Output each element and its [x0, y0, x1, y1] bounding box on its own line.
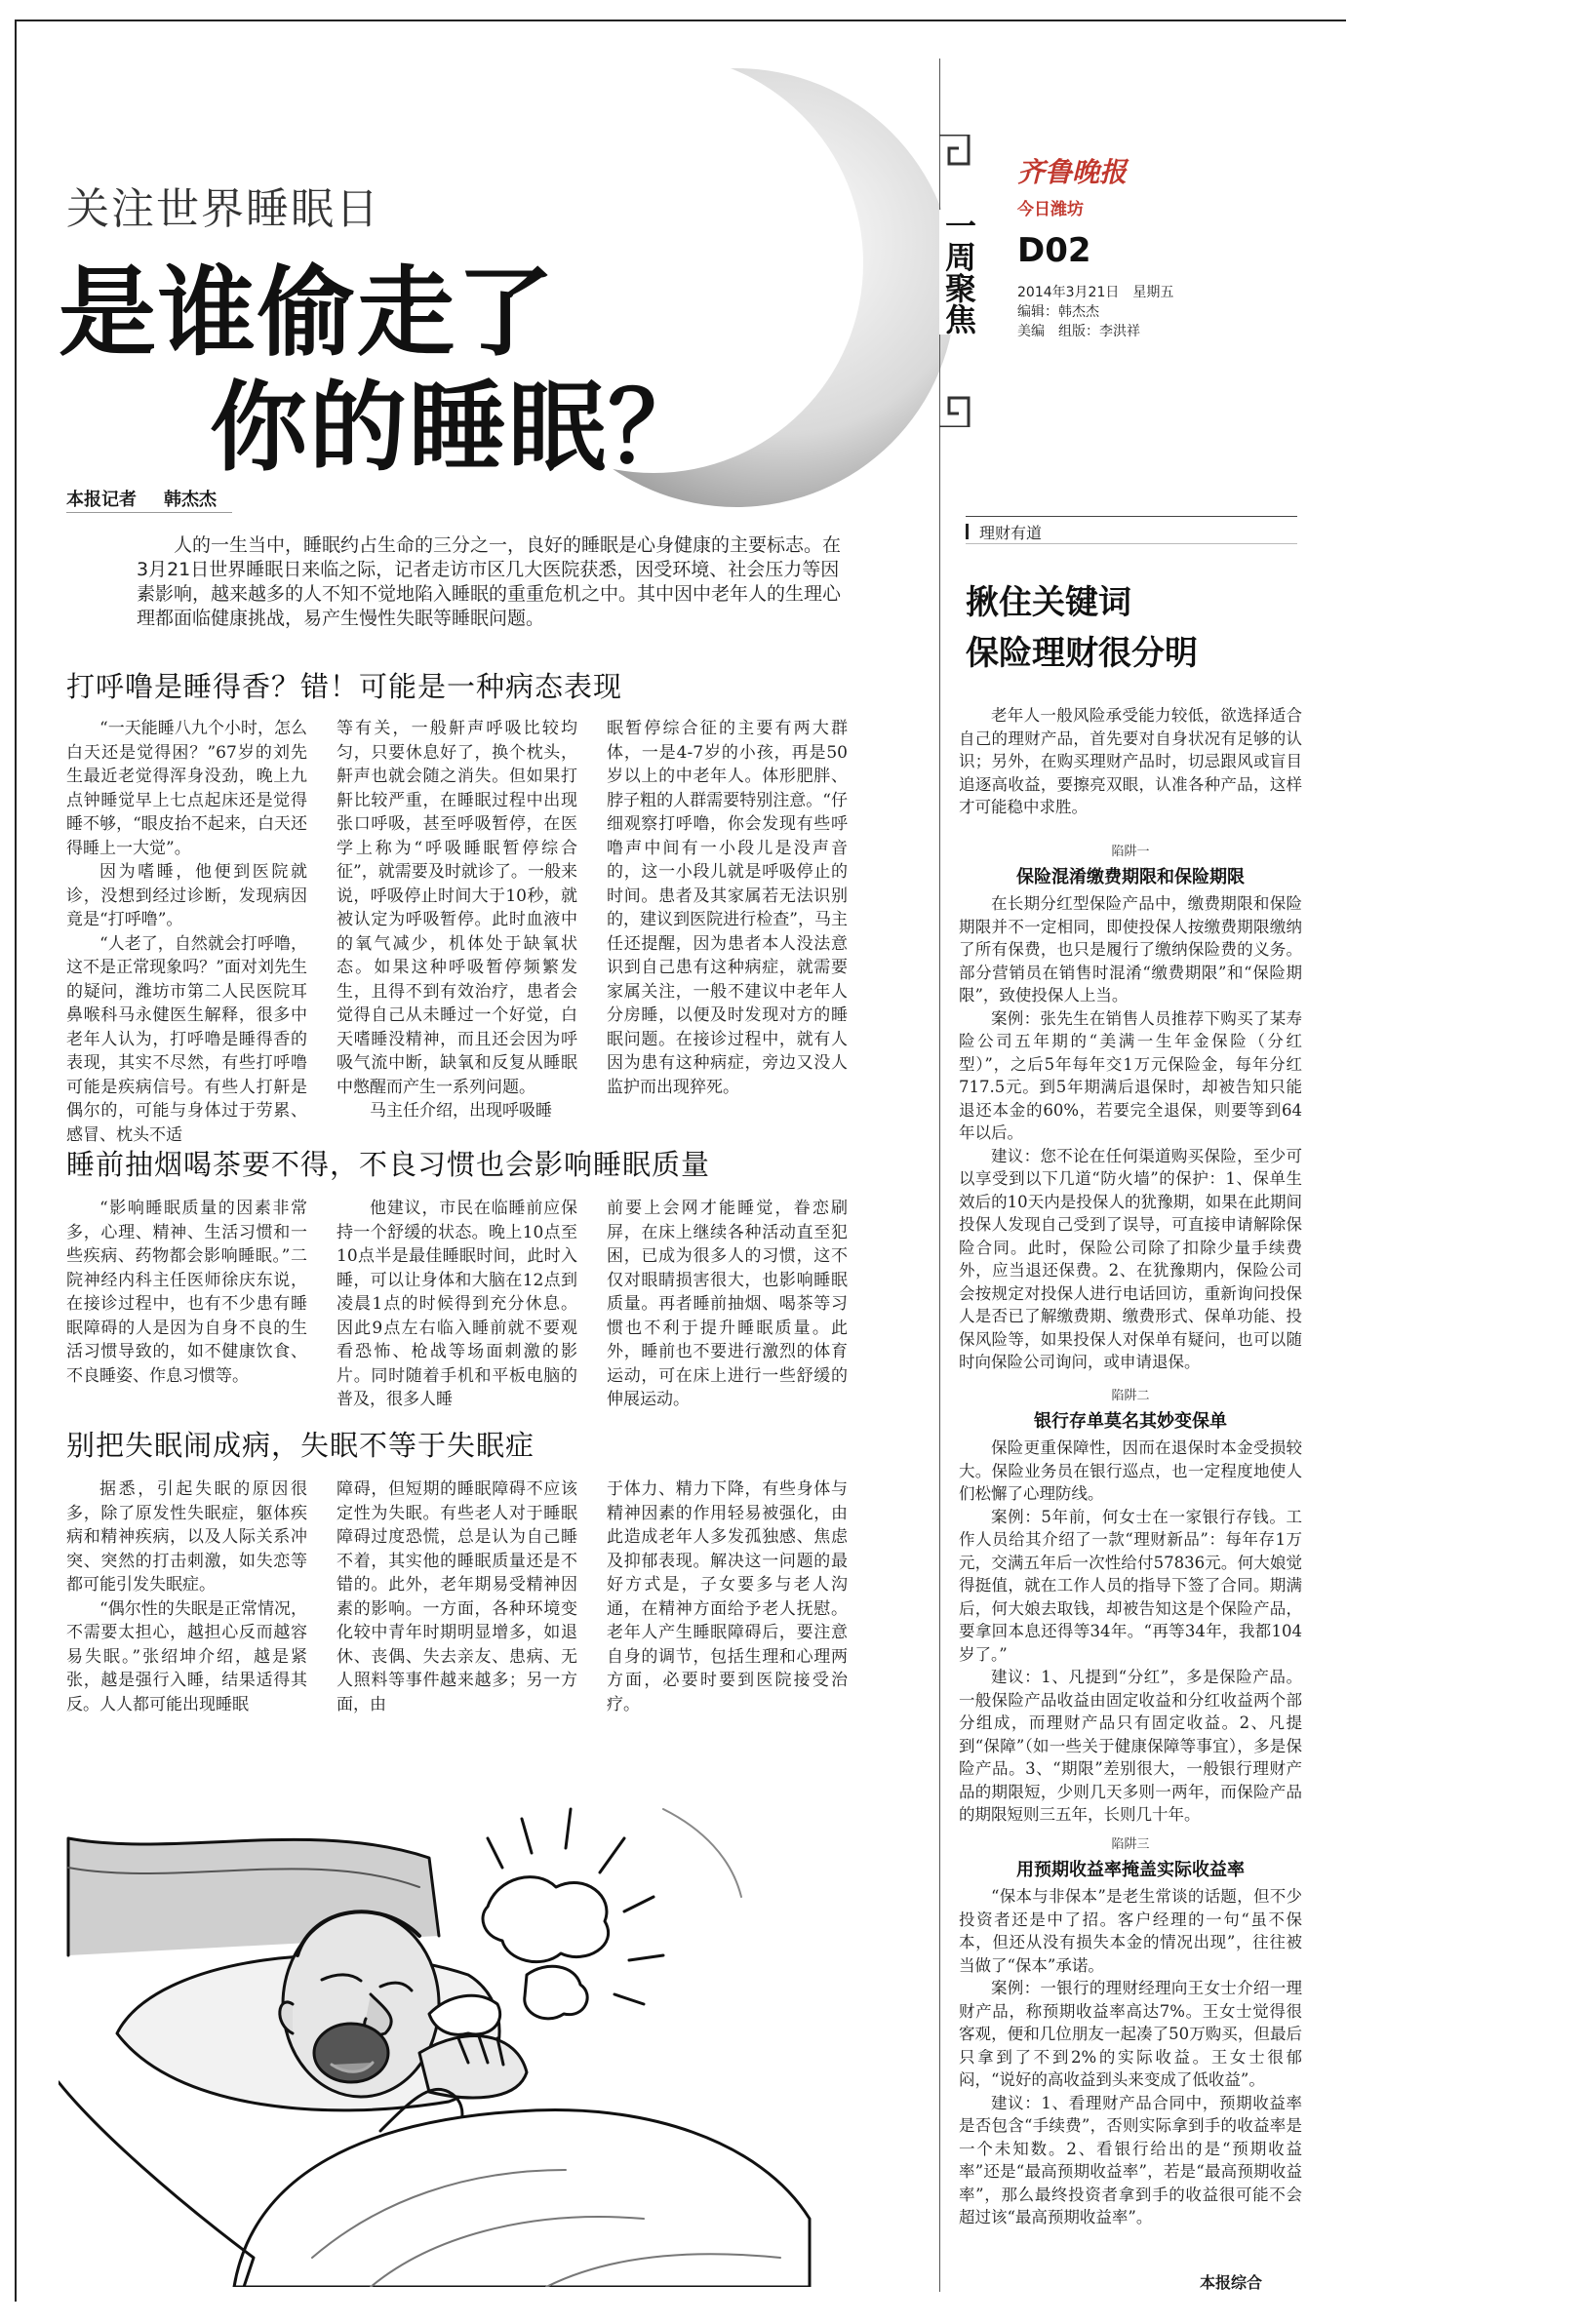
paragraph: 建议：1、看理财产品合同中，预期收益率是否包含“手续费”，否则实际拿到手的收益率是一个未知数。2、看银行给出的是“预期收益率”还是“最高预期收益率”，若是“最高预期收益率”，那么最终投资者拿到手的收益很可能不会超过该“最高预期收益率”。 [959, 2093, 1302, 2226]
paragraph: “偶尔性的失眠是正常情况，不需要太担心，越担心反而越容易失眠。”张绍坤介绍，越是紧张，越是强行入睡，结果适得其反。人人都可能出现睡眠 [66, 1598, 307, 1714]
trap-2-body [959, 1437, 1302, 1827]
sidebar-signoff: 本报综合 [1200, 2273, 1263, 2292]
trap-3-body [959, 1885, 1302, 2229]
paragraph: 等有关，一般鼾声呼吸比较均匀，只要休息好了，换个枕头，鼾声也就会随之消失。但如果打鼾比较严重，在睡眠过程中出现张口呼吸，甚至呼吸暂停，在医学上称为“呼吸睡眠暂停综合征”，就需要及时就诊了。一般来说，呼吸停止时间大于10秒，就被认定为呼吸暂停。此时血液中的氧气减少，机体处于缺氧状态。如果这种呼吸暂停频繁发生，且得不到有效治疗，患者会觉得自己从未睡过一个好觉，白天嗜睡没精神，而且还会因为呼吸气流中断，缺氧和反复从睡眠中憋醒而产生一系列问题。 [337, 719, 577, 1097]
kicker-text: 关注世界睡眠日 [66, 184, 380, 234]
paragraph: 据悉，引起失眠的原因很多，除了原发性失眠症，躯体疾病和精神疾病，以及人际关系冲突、突然的打击刺激，如失恋等都可能引发失眠症。 [66, 1479, 307, 1595]
paragraph: “一天能睡八九个小时，怎么白天还是觉得困？”67岁的刘先生最近老觉得浑身没劲，晚上九点钟睡觉早上七点起床还是觉得睡不够，“眼皮抬不起来，白天还得睡上一大觉”。 [66, 719, 307, 858]
column-tag-rule-top [966, 516, 1297, 517]
byline-name: 韩杰杰 [164, 490, 217, 510]
section-2-title: 睡前抽烟喝茶要不得，不良习惯也会影响睡眠质量 [66, 1148, 711, 1181]
designer-credit: 美编 组版：李洪祥 [1017, 324, 1140, 339]
paragraph: 他建议，市民在临睡前应保持一个舒缓的状态。晚上10点至10点半是最佳睡眠时间，此时入睡，可以让身体和大脑在12点到凌晨1点的时候得到充分休息。因此9点左右临入睡前就不要观看恐怖、枪战等场面刺激的影片。同时随着手机和平板电脑的普及，很多人睡 [337, 1199, 577, 1409]
issue-date: 2014年3月21日 星期五 [1017, 285, 1174, 300]
trap-2-title: 银行存单莫名其妙变保单 [1034, 1411, 1227, 1432]
byline-rule [66, 512, 232, 513]
vertical-section-label [939, 210, 977, 335]
byline [66, 486, 217, 511]
paragraph: 建议：1、凡提到“分红”，多是保险产品。一般保险产品收益由固定收益和分红收益两个部分组成，而理财产品只有固定收益。2、凡提到“保障”（如一些关于健康保障等事宜），多是保险产品。3、“期限”差别很大，一般银行理财产品的期限短，少则几天多则一两年，而保险产品的期限短则三五年，长则几十年。 [959, 1668, 1302, 1824]
paragraph: 因为嗜睡，他便到医院就诊，没想到经过诊断，发现病因竟是“打呼噜”。 [66, 862, 307, 929]
headline-line-2: 你的睡眠？ [210, 371, 707, 485]
sidebar-title-line-2: 保险理财很分明 [966, 634, 1198, 673]
section-1-col-1 [66, 717, 307, 1147]
section-1-title: 打呼噜是睡得香？错！可能是一种病态表现 [66, 670, 623, 703]
trap-1-label: 陷阱一 [1111, 845, 1150, 859]
sidebar-title-line-1: 揪住关键词 [966, 583, 1131, 622]
trap-1-body [959, 892, 1302, 1374]
newspaper-masthead: 齐鲁晚报 [1017, 156, 1128, 188]
trap-3-label: 陷阱三 [1111, 1837, 1150, 1852]
section-2-col-3 [607, 1197, 848, 1412]
section-3-col-2 [337, 1477, 577, 1716]
page-section-name: 今日潍坊 [1017, 200, 1084, 219]
paragraph: 障碍，但短期的睡眠障碍不应该定性为失眠。有些老人对于睡眠障碍过度恐慌，总是认为自己睡不着，其实他的睡眠质量还是不错的。此外，老年期易受精神因素的影响。一方面，各种环境变化较中青年时期明显增多，如退休、丧偶、失去亲友、患病、无人照料等事件越来越多；另一方面，由 [337, 1479, 577, 1714]
paragraph: “人老了，自然就会打呼噜，这不是正常现象吗？”面对刘先生的疑问，潍坊市第二人民医院耳鼻喉科马永健医生解释，很多中老年人认为，打呼噜是睡得香的表现，其实不尽然，有些打呼噜可能是疾病信号。有些人打鼾是偶尔的，可能与身体过于劳累、感冒、枕头不适 [66, 933, 307, 1145]
column-tag: 理财有道 [979, 524, 1043, 542]
section-3-title: 别把失眠闹成病，失眠不等于失眠症 [66, 1429, 535, 1462]
section-2-col-2 [337, 1197, 577, 1412]
page-number: D02 [1017, 231, 1091, 270]
paragraph: “影响睡眠质量的因素非常多，心理、精神、生活习惯和一些疾病、药物都会影响睡眠。”二院神经内科主任医师徐庆东说，在接诊过程中，也有不少患有睡眠障碍的人是因为自身不良的生活习惯导致的，如不健康饮食、不良睡姿、作息习惯等。 [66, 1199, 307, 1386]
intro-paragraph: 人的一生当中，睡眠约占生命的三分之一，良好的睡眠是心身健康的主要标志。在3月21日世界睡眠日来临之际，记者走访市区几大医院获悉，因受环境、社会压力等因素影响，越来越多的人不知不觉地陷入睡眠的重重危机之中。其中因中老年人的生理心理都面临健康挑战，易产生慢性失眠等睡眠问题。 [137, 534, 842, 629]
section-2-col-1 [66, 1197, 307, 1388]
headline-line-1: 是谁偷走了 [59, 256, 556, 370]
vertical-label-text: 一周聚焦 [940, 210, 977, 335]
section-3-col-1 [66, 1477, 307, 1716]
top-border-rule [15, 20, 1346, 21]
snoring-man-illustration [59, 1712, 819, 2287]
trap-3-title: 用预期收益率掩盖实际收益率 [1016, 1860, 1245, 1880]
editor-credit: 编辑：韩杰杰 [1017, 304, 1099, 320]
section-1-col-3 [607, 717, 848, 1099]
column-tag-rule-bottom [966, 543, 1297, 544]
section-3-col-3 [607, 1477, 848, 1716]
paragraph: 案例：5年前，何女士在一家银行存钱。工作人员给其介绍了一款“理财新品”：每年存1万元，交满五年后一次性给付57836元。何大娘觉得挺值，就在工作人员的指导下签了合同。期满后，何大娘去取钱，却被告知这是个保险产品，要拿回本息还得等34年。“再等34年，我都104岁了。” [959, 1507, 1302, 1664]
trap-2-label: 陷阱二 [1111, 1389, 1150, 1403]
byline-label: 本报记者 [66, 490, 137, 510]
paragraph: “保本与非保本”是老生常谈的话题，但不少投资者还是中了招。客户经理的一句“虽不保本，但还从没有损失本金的情况出现”，往往被当做了“保本”承诺。 [959, 1887, 1302, 1975]
left-border-rule [15, 20, 17, 2302]
paragraph: 在长期分红型保险产品中，缴费期限和保险期限并不一定相同，即使投保人按缴费期限缴纳了所有保费，也只是履行了缴纳保险费的义务。部分营销员在销售时混淆“缴费期限”和“保险期限”，致使投保人上当。 [959, 894, 1302, 1004]
paragraph: 建议：您不论在任何渠道购买保险，至少可以享受到以下几道“防火墙”的保护：1、保单生效后的10天内是投保人的犹豫期，如果在此期间投保人发现自己受到了误导，可直接申请解除保险合同。此时，保险公司除了扣除少量手续费外，应当退还保费。2、在犹豫期内，保险公司会按规定对投保人进行电话回访，重新询问投保人是否已了解缴费期、缴费形式、保单功能、投保风险等，如果投保人对保单有疑问，也可以随时向保险公司询问，或申请退保。 [959, 1146, 1302, 1371]
paragraph: 于体力、精力下降，有些身体与精神因素的作用轻易被强化，由此造成老年人多发孤独感、焦虑及抑郁表现。解决这一问题的最好方式是，子女要多与老人沟通，在精神方面给予老人抚慰。老年人产生睡眠障碍后，要注意自身的调节，包括生理和心理两方面，必要时要到医院接受治疗。 [607, 1479, 848, 1714]
paragraph: 马主任介绍，出现呼吸睡 [370, 1101, 552, 1121]
section-1-col-2 [337, 717, 577, 1123]
paragraph: 保险更重保障性，因而在退保时本金受损较大。保险业务员在银行巡点，也一定程度地使人们松懈了心理防线。 [959, 1438, 1302, 1503]
paragraph: 老年人一般风险承受能力较低，欲选择适合自己的理财产品，首先要对自身状况有足够的认识；另外，在购买理财产品时，切忌跟风或盲目追逐高收益，要擦亮双眼，认准各种产品，这样才可能稳中求胜。 [959, 706, 1302, 816]
page-meta [1017, 283, 1173, 341]
paragraph: 前要上会网才能睡觉，眷恋刷屏，在床上继续各种活动直至犯困，已成为很多人的习惯，这不仅对眼睛损害很大，也影响睡眠质量。再者睡前抽烟、喝茶等习惯也不利于提升睡眠质量。此外，睡前也不要进行激烈的体育运动，可在床上进行一些舒缓的伸展运动。 [607, 1199, 848, 1409]
trap-1-title: 保险混淆缴费期限和保险期限 [1016, 867, 1245, 887]
sidebar-lead [959, 704, 1302, 819]
paragraph: 案例：一银行的理财经理向王女士介绍一理财产品，称预期收益率高达7%。王女士觉得很客观，便和几位朋友一起凑了50万购买，但最后只拿到了不到2%的实际收益。王女士很郁闷，“说好的高收益到头来变成了低收益”。 [959, 1979, 1302, 2089]
paragraph: 案例：张先生在销售人员推荐下购买了某寿险公司五年期的“美满一生年金保险（分红型）”，之后5年每年交1万元保险金，每年分红717.5元。到5年期满后退保时，却被告知只能退还本金的60%，若要完全退保，则要等到64年以后。 [959, 1008, 1302, 1142]
paragraph: 眠暂停综合征的主要有两大群体，一是4-7岁的小孩，再是50岁以上的中老年人。体形肥胖、脖子粗的人群需要特别注意。“仔细观察打呼噜，你会发现有些呼噜声中间有一小段儿是没声音的，这一小段儿就是呼吸停止的时间。患者及其家属若无法识别的，建议到医院进行检查”，马主任还提醒，因为患者本人没法意识到自己患有这种病症，就需要家属关注，一般不建议中老年人分房睡，以便及时发现对方的睡眠问题。在接诊过程中，就有人因为患有这种病症，旁边又没人监护而出现猝死。 [607, 719, 848, 1097]
